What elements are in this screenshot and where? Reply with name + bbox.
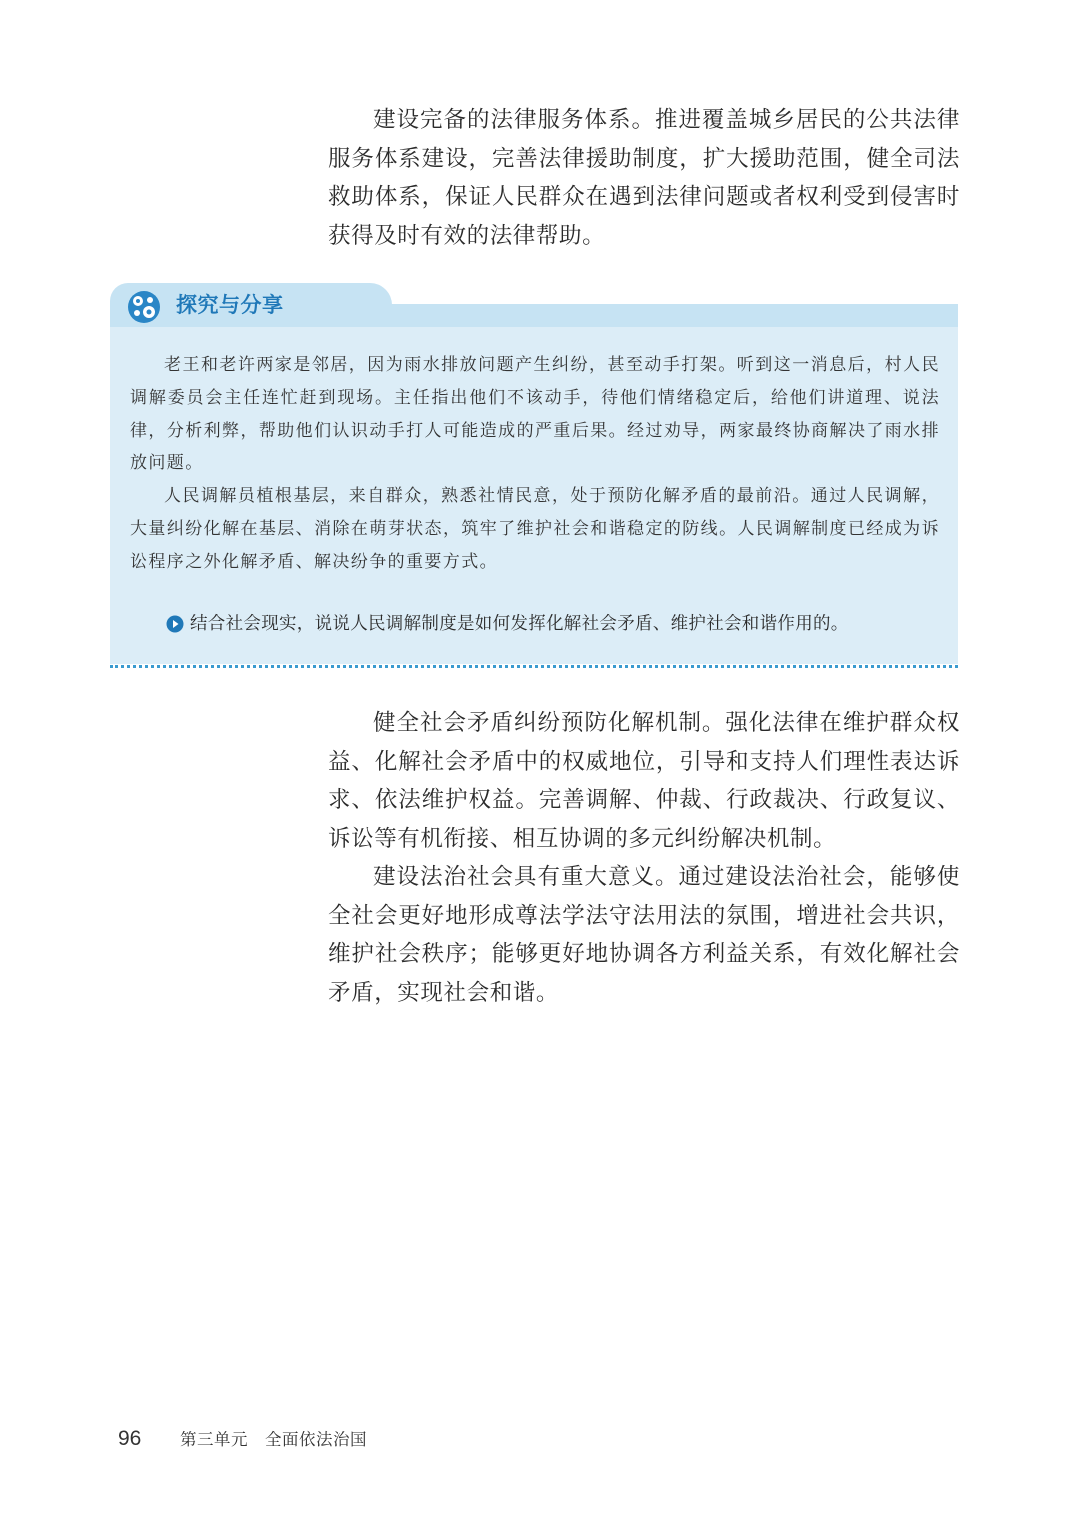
unit-title: 第三单元 全面依法治国 bbox=[180, 1430, 367, 1449]
arrow-bullet-icon bbox=[166, 615, 184, 633]
dotted-divider bbox=[110, 665, 958, 668]
paragraph: 健全社会矛盾纠纷预防化解机制。强化法律在维护群众权益、化解社会矛盾中的权威地位，引导和支持人们理性表达诉求、依法维护权益。完善调解、仲裁、行政裁决、行政复议、诉讼等有机衔接、相互协调的多元纠纷解决机制。 bbox=[328, 710, 960, 852]
paragraph: 建设法治社会具有重大意义。通过建设法治社会，能够使全社会更好地形成尊法学法守法用法的氛围，增进社会共识，维护社会秩序；能够更好地协调各方利益关系，有效化解社会矛盾，实现社会和谐。 bbox=[328, 864, 960, 1006]
page-number: 96 bbox=[118, 1427, 142, 1450]
top-paragraphs bbox=[328, 101, 960, 255]
explore-text bbox=[130, 349, 940, 579]
explore-and-share-box bbox=[110, 283, 958, 669]
molecule-icon bbox=[126, 289, 162, 325]
explore-paragraph: 老王和老许两家是邻居，因为雨水排放问题产生纠纷，甚至动手打架。听到这一消息后，村人民调解委员会主任连忙赶到现场。主任指出他们不该动手，待他们情绪稳定后，给他们讲道理、说法律，分析利弊，帮助他们认识动手打人可能造成的严重后果。经过劝导，两家最终协商解决了雨水排放问题。 bbox=[130, 355, 940, 474]
explore-title: 探究与分享 bbox=[176, 293, 284, 317]
paragraph: 建设完备的法律服务体系。推进覆盖城乡居民的公共法律服务体系建设，完善法律援助制度，扩大援助范围，健全司法救助体系，保证人民群众在遇到法律问题或者权利受到侵害时获得及时有效的法律帮助。 bbox=[328, 107, 960, 249]
explore-question: 结合社会现实，说说人民调解制度是如何发挥化解社会矛盾、维护社会和谐作用的。 bbox=[190, 614, 849, 634]
explore-paragraph: 人民调解员植根基层，来自群众，熟悉社情民意，处于预防化解矛盾的最前沿。通过人民调解，大量纠纷化解在基层、消除在萌芽状态，筑牢了维护社会和谐稳定的防线。人民调解制度已经成为诉讼程序之外化解矛盾、解决纷争的重要方式。 bbox=[130, 486, 940, 572]
bottom-paragraphs bbox=[328, 704, 960, 1012]
